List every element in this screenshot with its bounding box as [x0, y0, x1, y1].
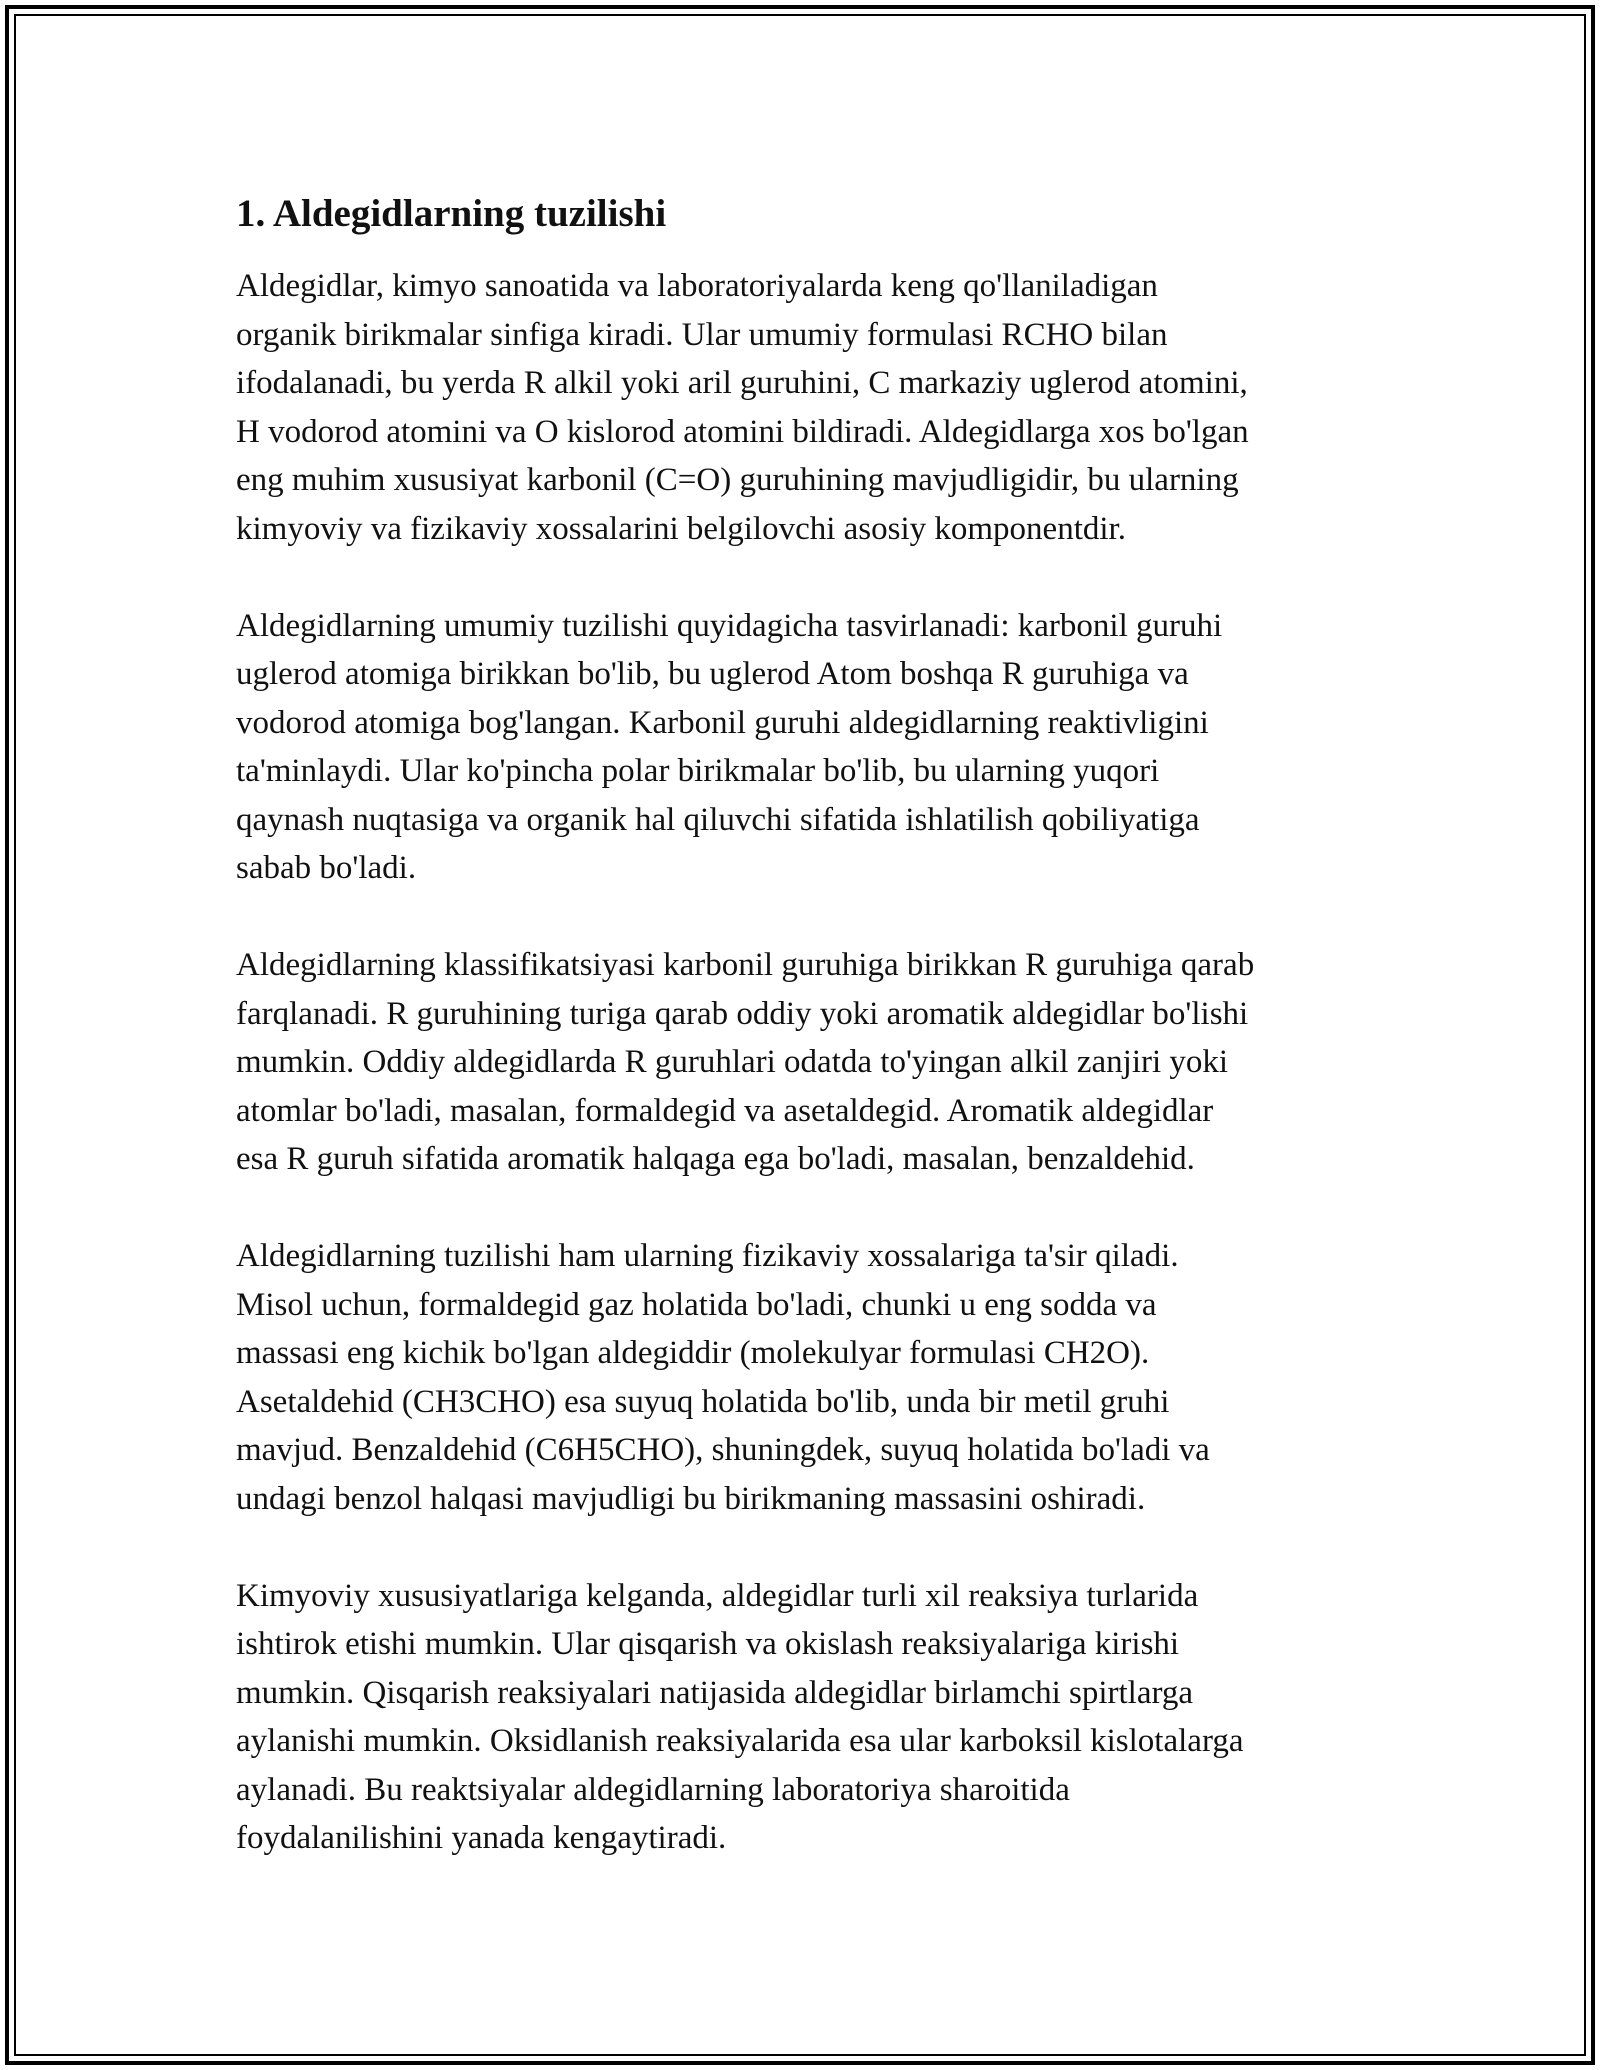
paragraph-line: Aldegidlar, kimyo sanoatida va laboratoriyalarda keng qo'llaniladigan: [236, 268, 1158, 304]
paragraph-line: ifodalanadi, bu yerda R alkil yoki aril guruhini, C markaziy uglerod atomini,: [236, 365, 1248, 401]
paragraph-4: [236, 1232, 1386, 1523]
paragraph-2: [236, 602, 1386, 893]
paragraph-line: Aldegidlarning umumiy tuzilishi quyidagicha tasvirlanadi: karbonil guruhi: [236, 607, 1223, 644]
paragraph-line: ishtirok etishi mumkin. Ular qisqarish va okislash reaksiyalariga kirishi: [236, 1626, 1180, 1662]
paragraph-line: Aldegidlarning tuzilishi ham ularning fizikaviy xossalariga ta'sir qiladi.: [236, 1238, 1179, 1274]
paragraph-line: ta'minlaydi. Ular ko'pincha polar birikmalar bo'lib, bu ularning yuqori: [236, 753, 1160, 789]
paragraph-line: Asetaldehid (CH3CHO) esa suyuq holatida bo'lib, unda bir metil gruhi: [236, 1383, 1170, 1420]
paragraph-line: mumkin. Oddiy aldegidlarda R guruhlari odatda to'yingan alkil zanjiri yoki: [236, 1044, 1229, 1080]
paragraph-line: qaynash nuqtasiga va organik hal qiluvchi sifatida ishlatilish qobiliyatiga: [236, 801, 1200, 838]
paragraph-3: [236, 941, 1386, 1184]
paragraph-line: Aldegidlarning klassifikatsiyasi karbonil guruhiga birikkan R guruhiga qarab: [236, 947, 1255, 983]
paragraph-line: Misol uchun, formaldegid gaz holatida bo'ladi, chunki u eng sodda va: [236, 1286, 1157, 1323]
paragraph-line: organik birikmalar sinfiga kiradi. Ular umumiy formulasi RCHO bilan: [236, 316, 1168, 353]
paragraph-1: [236, 262, 1386, 553]
paragraph-line: H vodorod atomini va O kislorod atomini bildiradi. Aldegidlarga xos bo'lgan: [236, 413, 1249, 450]
paragraph-line: atomlar bo'ladi, masalan, formaldegid va asetaldegid. Aromatik aldegidlar: [236, 1092, 1214, 1129]
paragraph-line: eng muhim xususiyat karbonil (C=O) guruhining mavjudligidir, bu ularning: [236, 462, 1239, 498]
paragraph-line: kimyoviy va fizikaviy xossalarini belgilovchi asosiy komponentdir.: [236, 510, 1126, 547]
paragraph-line: vodorod atomiga bog'langan. Karbonil guruhi aldegidlarning reaktivligini: [236, 704, 1209, 741]
paragraph-line: mavjud. Benzaldehid (C6H5CHO), shuningdek, suyuq holatida bo'ladi va: [236, 1432, 1210, 1468]
paragraph-line: aylanishi mumkin. Oksidlanish reaksiyalarida esa ular karboksil kislotalarga: [236, 1723, 1244, 1759]
paragraph-line: farqlanadi. R guruhining turiga qarab oddiy yoki aromatik aldegidlar bo'lishi: [236, 995, 1249, 1032]
paragraph-line: mumkin. Qisqarish reaksiyalari natijasida aldegidlar birlamchi spirtlarga: [236, 1674, 1194, 1711]
paragraph-line: sabab bo'ladi.: [236, 850, 417, 886]
paragraph-line: Kimyoviy xususiyatlariga kelganda, aldegidlar turli xil reaksiya turlarida: [236, 1577, 1199, 1614]
paragraph-line: massasi eng kichik bo'lgan aldegiddir (molekulyar formulasi CH2O).: [236, 1335, 1150, 1371]
paragraph-line: uglerod atomiga birikkan bo'lib, bu uglerod Atom boshqa R guruhiga va: [236, 656, 1189, 692]
paragraph-line: esa R guruh sifatida aromatik halqaga ega bo'ladi, masalan, benzaldehid.: [236, 1141, 1195, 1177]
paragraph-line: undagi benzol halqasi mavjudligi bu birikmaning massasini oshiradi.: [236, 1480, 1146, 1517]
section-title: 1. Aldegidlarning tuzilishi: [236, 192, 667, 235]
document-body: [236, 186, 1386, 1911]
paragraph-5: [236, 1572, 1386, 1863]
paragraph-line: aylanadi. Bu reaktsiyalar aldegidlarning laboratoriya sharoitida: [236, 1771, 1070, 1808]
paragraph-list: [236, 262, 1386, 1863]
paragraph-line: foydalanilishini yanada kengaytiradi.: [236, 1820, 727, 1856]
